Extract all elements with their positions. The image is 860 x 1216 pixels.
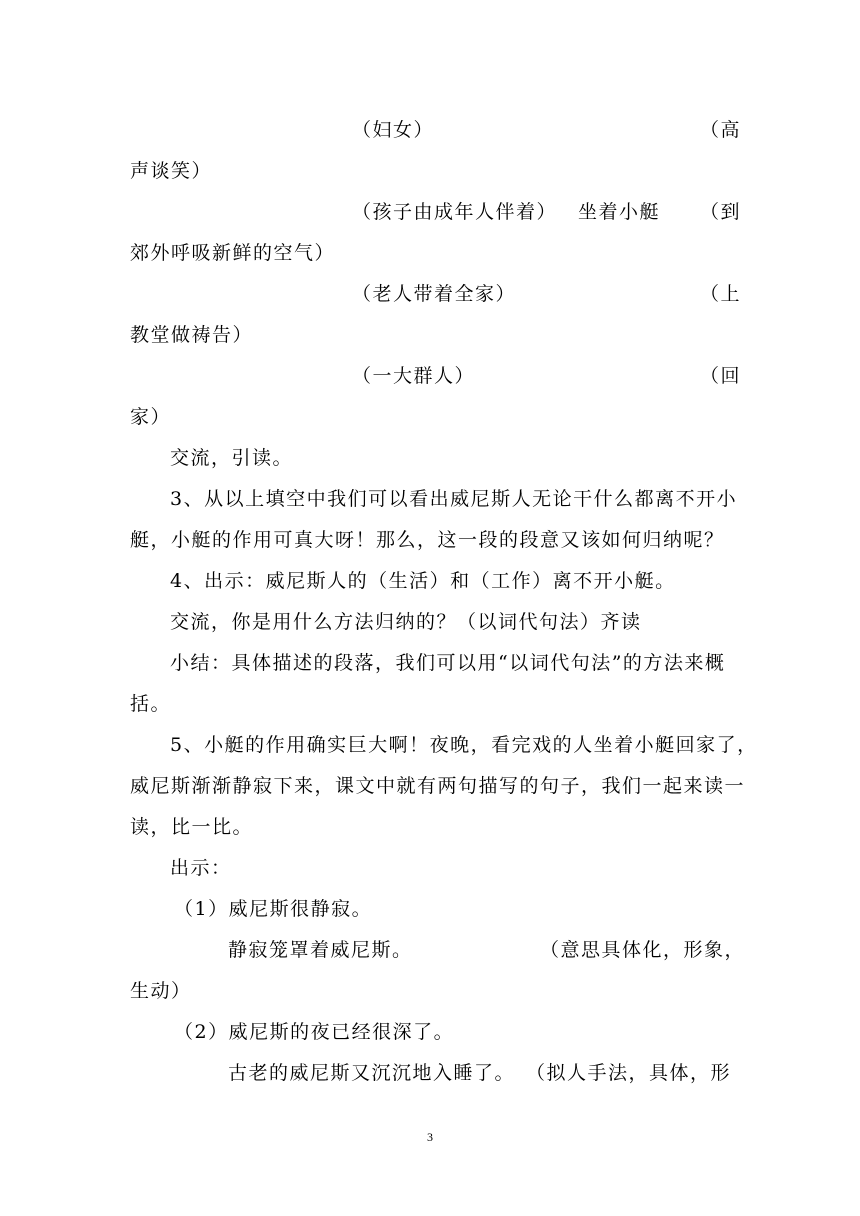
- fill-row-3-tail-start: （上: [700, 283, 742, 305]
- paragraph-3-line-1: 3、从以上填空中我们可以看出威尼斯人无论干什么都离不开小: [170, 488, 738, 510]
- fill-row-4-subject: （一大群人）: [352, 365, 476, 387]
- fill-row-2-subject: （孩子由成年人伴着）: [352, 201, 558, 223]
- item-1-sentence: 静寂笼罩着威尼斯。: [228, 939, 413, 961]
- paragraph-exchange: 交流，引读。: [170, 447, 294, 469]
- paragraph-4: 4、出示：威尼斯人的（生活）和（工作）离不开小艇。: [170, 570, 676, 592]
- summary-line-1: 小结：具体描述的段落，我们可以用“以词代句法”的方法来概: [170, 652, 726, 674]
- paragraph-5-line-1: 5、小艇的作用确实巨大啊！夜晚，看完戏的人坐着小艇回家了，: [170, 734, 758, 756]
- paragraph-method: 交流，你是用什么方法归纳的？（以词代句法）齐读: [170, 611, 642, 633]
- fill-row-4-tail-start: （回: [700, 365, 742, 387]
- fill-row-2-verb: 坐着小艇: [578, 201, 661, 223]
- item-1-label: （1）威尼斯很静寂。: [174, 898, 373, 920]
- fill-row-1-subject: （妇女）: [352, 119, 435, 141]
- paragraph-3-line-2: 艇，小艇的作用可真大呀！那么，这一段的段意又该如何归纳呢？: [130, 529, 725, 551]
- item-2-sentence: 古老的威尼斯又沉沉地入睡了。: [228, 1062, 516, 1084]
- fill-row-3-tail-rest: 教堂做祷告）: [130, 324, 254, 346]
- fill-row-2-tail-rest: 郊外呼吸新鲜的空气）: [130, 242, 336, 264]
- fill-row-3-subject: （老人带着全家）: [352, 283, 517, 305]
- paragraph-5-line-3: 读，比一比。: [130, 816, 254, 838]
- paragraph-5-line-2: 威尼斯渐渐静寂下来，课文中就有两句描写的句子，我们一起来读一: [130, 775, 746, 797]
- item-2-note-start: （拟人手法，具体，形: [526, 1062, 732, 1084]
- summary-line-2: 括。: [130, 693, 172, 715]
- fill-row-4-tail-rest: 家）: [130, 406, 172, 428]
- fill-row-1-tail-rest: 声谈笑）: [130, 160, 213, 182]
- item-1-note-rest: 生动）: [130, 980, 192, 1002]
- fill-row-1-tail-start: （高: [700, 119, 742, 141]
- page-number: 3: [427, 1130, 433, 1144]
- item-1-note-start: （意思具体化，形象，: [540, 939, 746, 961]
- fill-row-2-tail-start: （到: [700, 201, 742, 223]
- item-2-label: （2）威尼斯的夜已经很深了。: [174, 1021, 455, 1043]
- show-label: 出示：: [170, 857, 232, 879]
